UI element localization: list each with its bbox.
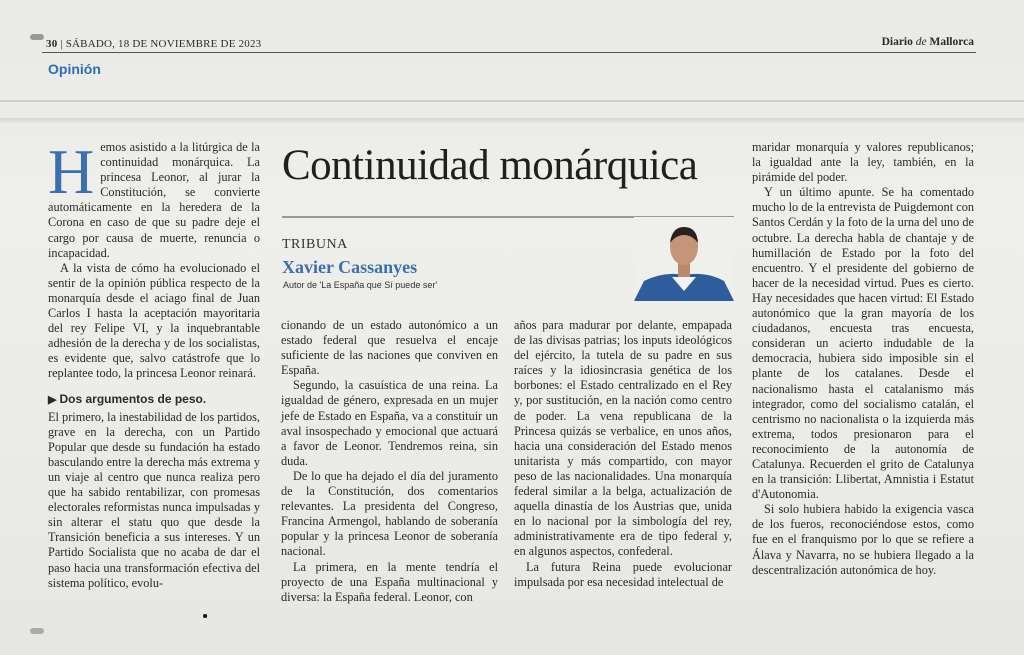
- brand-word: Mallorca: [929, 36, 974, 48]
- article-paragraph: De lo que ha dejado el día del juramento de la Constitución, dos comentarios relevantes. La presidenta del Congreso, Francina Armengol, hablando de soberanía popular y la princesa Leonor de soberanía nacional.: [281, 468, 498, 559]
- article-paragraph: maridar monarquía y valores republicanos; la igualdad ante la ley, también, en la pirámide del poder.: [752, 140, 974, 185]
- article-subhead: [48, 392, 260, 408]
- article-headline: Continuidad monárquica: [282, 142, 698, 189]
- article-paragraph: emos asistido a la litúrgica de la continuidad monárquica. La princesa Leonor, al jurar la Constitución, se convierte automáticamente en la heredera de la Corona en caso de que su padre deje el cargo por causa de muerte, renuncia o incapacidad.: [48, 140, 260, 260]
- drop-cap: H: [48, 136, 95, 207]
- article-column-2: [281, 318, 498, 605]
- paper-fold: [0, 118, 1024, 126]
- newspaper-brand: [882, 36, 974, 48]
- brand-word: Diario: [881, 36, 913, 48]
- article-kicker: TRIBUNA: [282, 237, 348, 252]
- paper-fold: [0, 100, 1024, 102]
- header-divider: [42, 52, 976, 53]
- article-paragraph: Si solo hubiera habido la exigencia vasca de los fueros, reconociéndose estos, como fue en el franquismo por lo que se refiere a Álava y Navarra, no se hubiera llegado a la descentralización autonómica de hoy.: [752, 502, 974, 577]
- article-column-1: [48, 136, 260, 591]
- article-paragraph: años para madurar por delante, empapada de las divisas patrias; los inputs ideológicos del ejército, la tutela de su padre en sus raíces y la idiosincrasia genética de los borbones: el Estado centralizado en el Rey y, por sustitución, en la nación como centro de poder. La vena republicana de la Princesa quizás se verbalice, en unos años, hacia una consideración del Estado menos unitarista y más compartido, con mayor peso de las nacionalidades. Una monarquía federal similar a la belga, actualización de aquella dinastía de los Austrias que, unida en lo nacional por la simbología del rey, administrativamente era de tipo federal y, en algunos aspectos, confederal.: [514, 318, 732, 559]
- ink-dot: [203, 614, 207, 618]
- page-number: 30: [46, 38, 58, 50]
- clip-mark: [30, 34, 44, 40]
- author-photo: [634, 217, 734, 301]
- section-label: Opinión: [48, 61, 101, 77]
- brand-word: de: [915, 36, 927, 48]
- subhead-text: Dos argumentos de peso.: [59, 391, 207, 406]
- article-column-3: [514, 318, 732, 590]
- author-note: Autor de 'La España que Sí puede ser': [283, 280, 438, 290]
- article-paragraph: Y un último apunte. Se ha comentado mucho lo de la entrevista de Puigdemont con Santos Cerdán y la foto de la urna del uno de octubre. La derecha habla de chantaje y de humillación de Estado por la foto del encuentro. Y el presidente del gobierno de hacer de la necesidad virtud. Pues es cierto. Hay necesidades que hacen virtud: El Estado autonómico que la gran mayoría de los ciudadanos, encuesta tras encuesta, consideran un acierto indudable de la democracia, hubiera sido imposible sin el plante de los catalanes. Desde el nacionalismo hasta el catalanismo más integrador, como del socialismo catalán, el centrismo no nacionalista o la izquierda más extrema, todos presionaron para el reconocimiento de la autonomía de Catalunya. Recuerden el grito de Catalunya en la transición: Llibertat, Amnistia i Estatut d'Autonomia.: [752, 185, 974, 502]
- article-paragraph: cionando de un estado autonómico a un estado federal que resuelva el encaje suficiente de las naciones que conviven en España.: [281, 318, 498, 378]
- article-paragraph: Segundo, la casuística de una reina. La igualdad de género, expresada en un mujer jefe de Estado en España, va a constituir un aval insospechado y emocional que actuará a favor de Leonor. Tendremos reina, sin duda.: [281, 378, 498, 468]
- article-paragraph: El primero, la inestabilidad de los partidos, grave en la derecha, con un Partido Popular que desde su fundación ha estado basculando entre la derecha más extrema y un viaje al centro que nunca realiza pero que ha sabido rentabilizar, con promesas electorales reformistas nunca impulsadas y sin alterar el statu quo que desde la Transición beneficia a sus intereses. Y un Partido Socialista que no acaba de dar el paso hacia una transformación efectiva del sistema político, evolu-: [48, 409, 260, 590]
- article-paragraph: La futura Reina puede evolucionar impulsada por esa necesidad intelectual de: [514, 559, 732, 589]
- article-paragraph: La primera, en la mente tendría el proyecto de una España multinacional y diversa: la España federal. Leonor, con: [281, 559, 498, 604]
- page-header-left: 30 | SÁBADO, 18 DE NOVIEMBRE DE 2023: [46, 38, 262, 50]
- triangle-bullet-icon: ▶: [48, 393, 57, 406]
- author-name: Xavier Cassanyes: [282, 257, 418, 277]
- page-date: SÁBADO, 18 DE NOVIEMBRE DE 2023: [65, 38, 262, 50]
- article-column-4: [752, 140, 974, 578]
- clip-mark: [30, 628, 44, 634]
- article-paragraph: A la vista de cómo ha evolucionado el sentir de la opinión pública respecto de la monarquía desde el aciago final de Juan Carlos I hasta la aceptación mayoritaria del rey Felipe VI, y la inquebrantable adhesión de la derecha y de los socialistas, es evidente que, salvo catástrofe que lo replantee todo, la princesa Leonor reinará.: [48, 260, 260, 381]
